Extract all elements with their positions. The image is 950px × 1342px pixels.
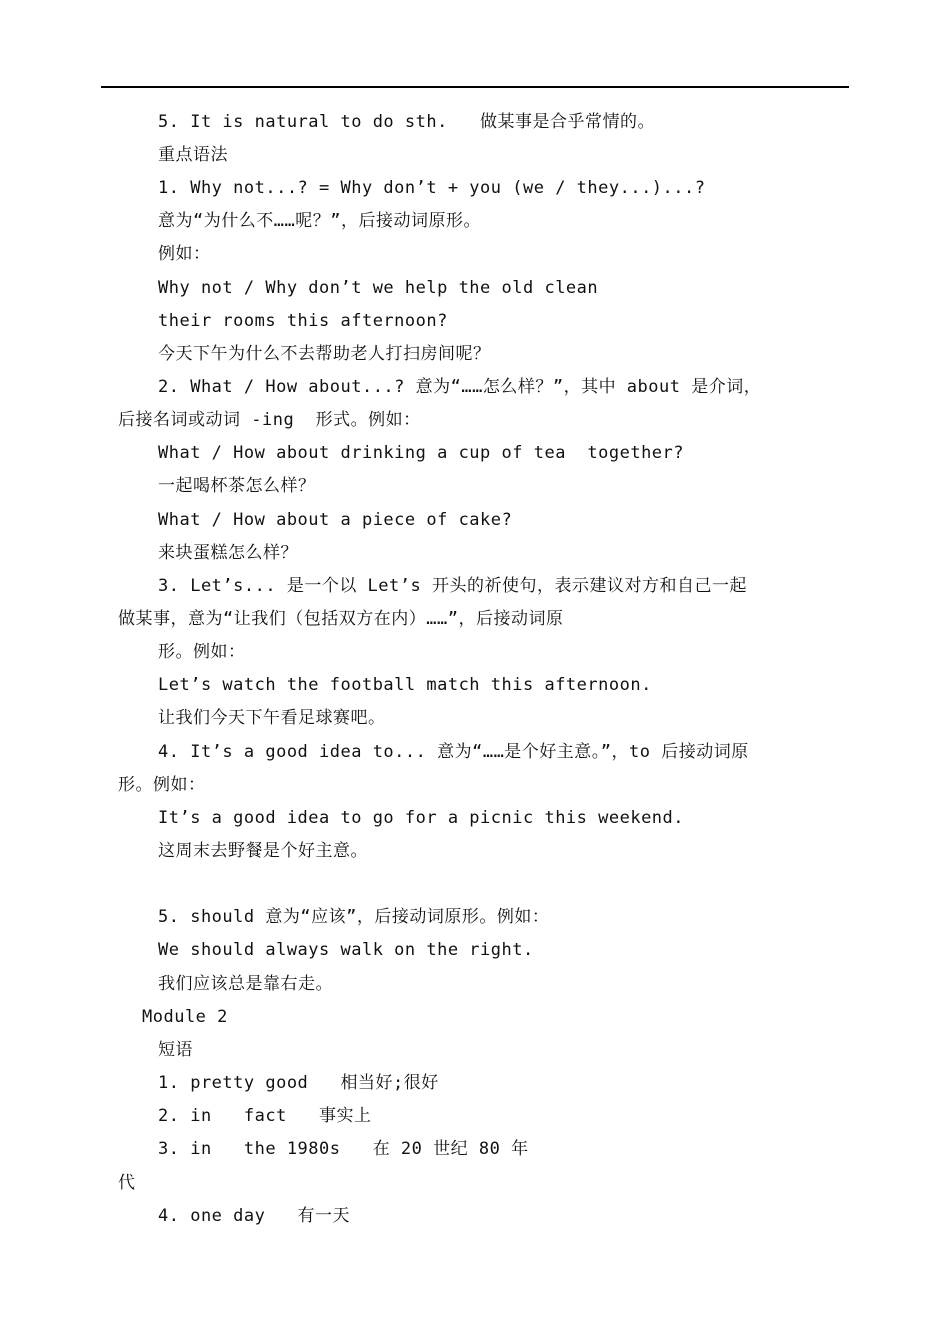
example-line: their rooms this afternoon? [158,311,448,331]
text-line: 后接名词或动词 -ing 形式。例如： [118,410,421,430]
phrase-item: 1. pretty good 相当好;很好 [158,1073,439,1093]
text-line: 代 [118,1173,136,1193]
example-line: It’s a good idea to go for a picnic this weekend. [158,808,685,828]
header-rule [101,86,849,88]
text-line: 一起喝杯茶怎么样？ [158,476,316,496]
example-line: We should always walk on the right. [158,940,534,960]
text-line: 1. Why not...? = Why don’t + you (we / they...)...? [158,178,706,198]
text-line: 3. Let’s... 是一个以 Let’s 开头的祈使句，表示建议对方和自己一起 [158,576,747,596]
phrase-item: 3. in the 1980s 在 20 世纪 80 年 [158,1139,529,1159]
text-line: 4. It’s a good idea to... 意为“……是个好主意。”，to 后接动词原 [158,742,749,762]
phrase-item: 2. in fact 事实上 [158,1106,372,1126]
text-line: 形。例如： [118,775,206,795]
text-line: 意为“为什么不……呢？”，后接动词原形。 [158,211,481,231]
phrase-item: 4. one day 有一天 [158,1206,351,1226]
example-line: What / How about drinking a cup of tea together? [158,443,685,463]
text-line: 2. What / How about...? 意为“……怎么样？”，其中 about 是介词， [158,377,762,397]
example-line: Let’s watch the football match this afternoon. [158,675,652,695]
section-heading: 重点语法 [158,145,228,165]
text-line: 例如： [158,244,211,264]
module-heading: Module 2 [142,1007,228,1027]
section-heading: 短语 [158,1040,193,1060]
text-line: 来块蛋糕怎么样？ [158,543,298,563]
text-line: 让我们今天下午看足球赛吧。 [158,708,386,728]
text-line: 今天下午为什么不去帮助老人打扫房间呢？ [158,344,491,364]
example-line: Why not / Why don’t we help the old clean [158,278,599,298]
text-line: 形。例如： [158,642,246,662]
text-line: 这周末去野餐是个好主意。 [158,841,368,861]
text-line: 我们应该总是靠右走。 [158,974,333,994]
text-line: 5. should 意为“应该”，后接动词原形。例如： [158,907,550,927]
text-line: 做某事，意为“让我们（包括双方在内）……”，后接动词原 [118,609,564,629]
example-line: What / How about a piece of cake? [158,510,513,530]
text-line: 5. It is natural to do sth. 做某事是合乎常情的。 [158,112,656,132]
